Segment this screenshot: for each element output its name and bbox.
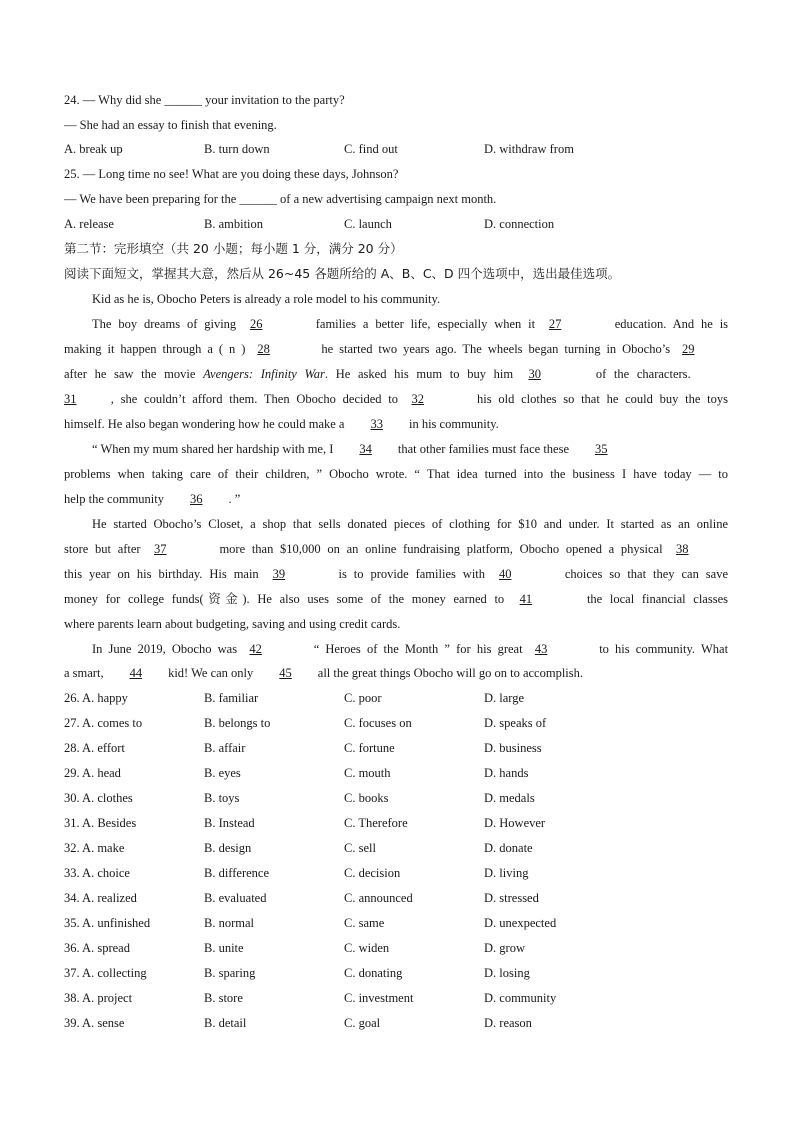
option-c: C. poor (344, 691, 382, 705)
blank-28: 28 (257, 342, 270, 356)
passage-line-5: 31 , she couldn’t afford them. Then Obocho decided to 32 his old clothes so that he could buy the toys (64, 392, 728, 406)
option-d: D. unexpected (484, 916, 557, 930)
q24-stem: 24. — Why did she ______ your invitation to the party? (64, 93, 345, 107)
question-30: 30. A. clothes (64, 791, 133, 805)
option-d: D. speaks of (484, 716, 547, 730)
passage-line-16: a smart, 44 kid! We can only 45 all the great things Obocho will go on to accomplish. (64, 666, 584, 680)
option-d: D. reason (484, 1016, 532, 1030)
blank-37: 37 (154, 542, 167, 556)
question-39: 39. A. sense (64, 1016, 125, 1030)
blank-44: 44 (129, 666, 143, 680)
option-b: B. Instead (204, 816, 255, 830)
option-d: D. grow (484, 941, 525, 955)
passage-line-8: problems when taking care of their children, ” Obocho wrote. “ That idea turned into the business I have today — to (64, 467, 728, 481)
passage-line-15: In June 2019, Obocho was 42 “ Heroes of the Month ” for his great 43 to his community. What (92, 642, 729, 656)
passage-line-13: money for college funds(资金). He also uses some of the money earned to 41 the local financial classes (64, 592, 728, 606)
blank-31: 31 (64, 392, 77, 406)
blank-29: 29 (682, 342, 695, 356)
q25-stem: 25. — Long time no see! What are you doing these days, Johnson? (64, 167, 399, 181)
passage-line-6: himself. He also began wondering how he could make a 33 in his community. (64, 417, 499, 431)
passage-line-3: making it happen through a ( n ) 28 he started two years ago. The wheels began turning in Obocho’s 29 (64, 340, 728, 358)
blank-41: 41 (519, 592, 533, 606)
option-d: D. business (484, 741, 542, 755)
q25-option-d: D. connection (484, 217, 555, 231)
q25-option-c: C. launch (344, 217, 392, 231)
q24-option-a: A. break up (64, 142, 123, 156)
question-35: 35. A. unfinished (64, 916, 151, 930)
question-26: 26. A. happy (64, 691, 128, 705)
blank-35: 35 (595, 442, 608, 456)
section-instruction: 阅读下面短文，掌握其大意，然后从 26~45 各题所给的 A、B、C、D 四个选项中，选出最佳选项。 (64, 266, 621, 281)
blank-36: 36 (189, 492, 203, 506)
option-c: C. donating (344, 966, 403, 980)
option-b: B. design (204, 841, 252, 855)
passage-line-10: He started Obocho’s Closet, a shop that sells donated pieces of clothing for $10 and under. It started as an online (92, 517, 728, 531)
blank-39: 39 (272, 567, 286, 581)
option-b: B. unite (204, 941, 244, 955)
passage-line-4: after he saw the movie Avengers: Infinity War. He asked his mum to buy him 30 of the characters. (64, 367, 691, 381)
option-c: C. goal (344, 1016, 381, 1030)
q25-option-b: B. ambition (204, 217, 264, 231)
question-38: 38. A. project (64, 991, 133, 1005)
blank-27: 27 (548, 317, 562, 331)
question-37: 37. A. collecting (64, 966, 147, 980)
blank-32: 32 (411, 392, 425, 406)
option-b: B. sparing (204, 966, 256, 980)
option-c: C. same (344, 916, 385, 930)
option-d: D. large (484, 691, 525, 705)
passage-line-9: help the community 36 . ” (64, 492, 241, 506)
option-c: C. books (344, 791, 389, 805)
question-27: 27. A. comes to (64, 716, 143, 730)
blank-34: 34 (359, 442, 372, 456)
passage-line-12: this year on his birthday. His main 39 is to provide families with 40 choices so that they can save (64, 567, 729, 581)
blank-45: 45 (279, 666, 292, 680)
movie-title: Avengers: Infinity War (203, 367, 325, 381)
option-b: B. toys (204, 791, 240, 805)
question-29: 29. A. head (64, 766, 121, 780)
passage-line-14: where parents learn about budgeting, saving and using credit cards. (64, 617, 401, 631)
option-b: B. normal (204, 916, 254, 930)
option-d: D. medals (484, 791, 535, 805)
option-c: C. Therefore (344, 816, 408, 830)
q24-option-c: C. find out (344, 142, 398, 156)
option-d: D. living (484, 866, 529, 880)
q24-option-d: D. withdraw from (484, 142, 574, 156)
blank-26: 26 (249, 317, 263, 331)
q24-option-b: B. turn down (204, 142, 270, 156)
blank-40: 40 (498, 567, 512, 581)
question-32: 32. A. make (64, 841, 125, 855)
question-28: 28. A. effort (64, 741, 125, 755)
blank-33: 33 (370, 417, 383, 431)
option-b: B. eyes (204, 766, 241, 780)
section-heading: 第二节：完形填空（共 20 小题；每小题 1 分，满分 20 分） (64, 241, 403, 256)
option-b: B. affair (204, 741, 246, 755)
option-c: C. investment (344, 991, 414, 1005)
option-b: B. detail (204, 1016, 247, 1030)
option-c: C. focuses on (344, 716, 412, 730)
q24-reply: — She had an essay to finish that evening. (64, 118, 277, 132)
passage-line-11: store but after 37 more than $10,000 on an online fundraising platform, Obocho opened a physical 38 (64, 540, 728, 558)
blank-43: 43 (534, 642, 548, 656)
option-d: D. losing (484, 966, 530, 980)
option-c: C. widen (344, 941, 390, 955)
option-b: B. belongs to (204, 716, 271, 730)
option-c: C. fortune (344, 741, 395, 755)
question-34: 34. A. realized (64, 891, 137, 905)
option-d: D. hands (484, 766, 529, 780)
option-c: C. announced (344, 891, 413, 905)
q25-option-a: A. release (64, 217, 114, 231)
option-d: D. stressed (484, 891, 539, 905)
option-c: C. sell (344, 841, 376, 855)
question-33: 33. A. choice (64, 866, 130, 880)
option-b: B. evaluated (204, 891, 267, 905)
option-c: C. decision (344, 866, 401, 880)
option-c: C. mouth (344, 766, 391, 780)
passage-line-1: Kid as he is, Obocho Peters is already a role model to his community. (92, 292, 441, 306)
question-31: 31. A. Besides (64, 816, 137, 830)
option-b: B. store (204, 991, 243, 1005)
blank-42: 42 (249, 642, 262, 656)
option-b: B. familiar (204, 691, 259, 705)
blank-38: 38 (676, 542, 689, 556)
passage-line-2: The boy dreams of giving 26 families a better life, especially when it 27 education. And he is (92, 317, 729, 331)
blank-30: 30 (528, 367, 541, 381)
option-d: D. However (484, 816, 546, 830)
question-36: 36. A. spread (64, 941, 130, 955)
q25-reply: — We have been preparing for the ______ of a new advertising campaign next month. (64, 192, 497, 206)
option-d: D. donate (484, 841, 533, 855)
passage-line-7: “ When my mum shared her hardship with me, I 34 that other families must face these 35 (92, 440, 728, 458)
option-d: D. community (484, 991, 557, 1005)
option-b: B. difference (204, 866, 270, 880)
